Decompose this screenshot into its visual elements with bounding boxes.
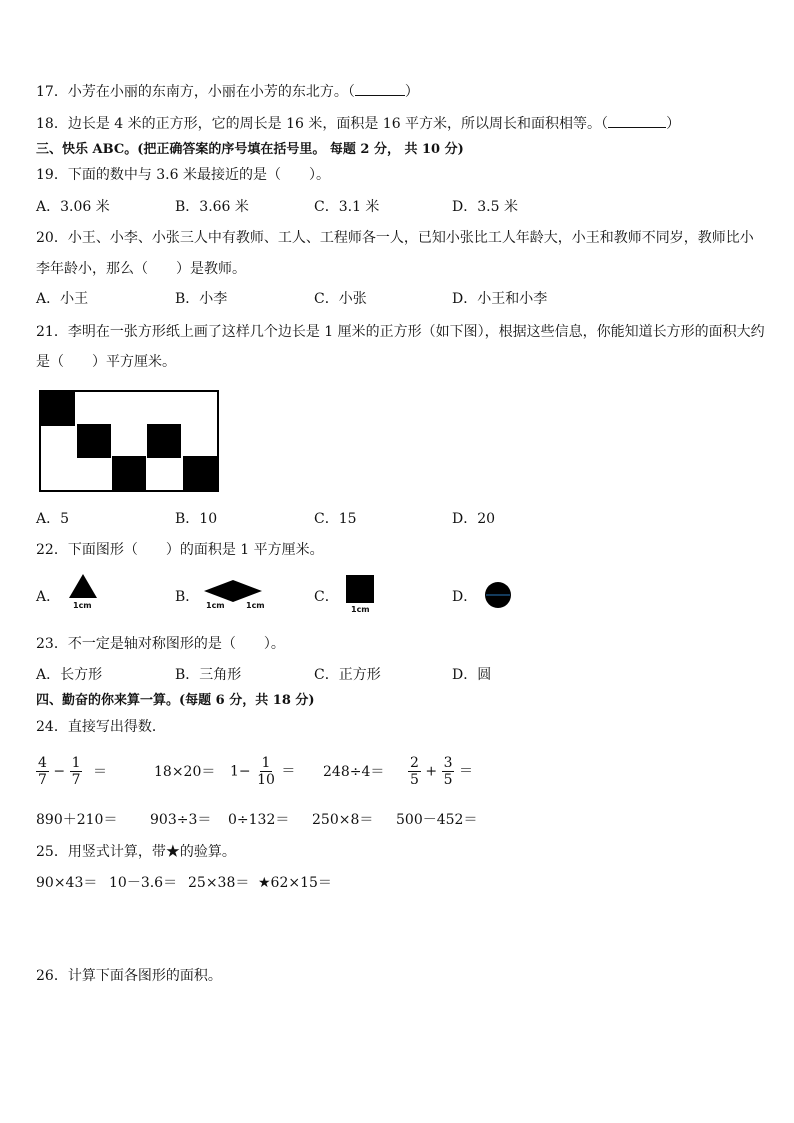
question-21-line1: 21．李明在一张方形纸上画了这样几个边长是 1 厘米的正方形（如下图），根据这些信息，你能知道长方形的面积大约	[36, 324, 765, 340]
option-d[interactable]: D．圆	[452, 667, 492, 683]
circle-icon	[483, 580, 513, 610]
option-c[interactable]: C．15	[314, 511, 357, 527]
option-c[interactable]: C．正方形	[314, 667, 381, 683]
option-d[interactable]: D．3.5 米	[452, 199, 518, 215]
question-20-line2: 李年龄小，那么（ ）是教师。	[36, 261, 246, 277]
expression-one-minus-fraction: 1− $\frac{1}{10}$ ＝	[230, 755, 296, 788]
black-square	[183, 456, 217, 490]
question-25: 25．用竖式计算，带★的验算。	[36, 844, 236, 860]
option-c[interactable]: C．3.1 米	[314, 199, 380, 215]
expression: 248÷4＝	[323, 764, 385, 780]
circle-shape[interactable]	[483, 580, 513, 610]
calc-item: 10－3.6＝	[109, 875, 178, 891]
expression-fraction-add: $\frac{2}{5}$ + $\frac{3}{5}$ ＝	[410, 755, 473, 788]
expression: 18×20＝	[154, 764, 216, 780]
answer-blank[interactable]	[355, 83, 405, 96]
fraction: $\frac{1}{10}$	[257, 755, 275, 788]
question-26: 26．计算下面各图形的面积。	[36, 968, 222, 984]
option-c[interactable]: C．小张	[314, 291, 367, 307]
option-b[interactable]: B．小李	[175, 291, 228, 307]
question-21-line2: 是（ ）平方厘米。	[36, 354, 176, 370]
black-square	[77, 424, 111, 458]
black-square	[41, 392, 75, 426]
option-d[interactable]: D．20	[452, 511, 496, 527]
question-22: 22．下面图形（ ）的面积是 1 平方厘米。	[36, 542, 324, 558]
option-b[interactable]: B．三角形	[175, 667, 242, 683]
fraction: $\frac{1}{7}$	[71, 755, 81, 788]
option-c-label[interactable]: C．	[314, 589, 339, 605]
square-icon	[346, 575, 374, 603]
calc-item: 90×43＝	[36, 875, 98, 891]
fraction: $\frac{2}{5}$	[410, 755, 419, 788]
option-d[interactable]: D．小王和小李	[452, 291, 548, 307]
fraction: $\frac{3}{5}$	[443, 755, 453, 788]
question-19: 19．下面的数中与 3.6 米最接近的是（ ）。	[36, 167, 330, 183]
square-shape[interactable]: 1cm	[346, 575, 376, 615]
black-square	[147, 424, 181, 458]
option-b[interactable]: B．3.66 米	[175, 199, 249, 215]
expression: 890＋210＝	[36, 812, 118, 828]
calc-item-starred: ★62×15＝	[258, 875, 332, 891]
option-a[interactable]: A．长方形	[36, 667, 103, 683]
question-18: 18．边长是 4 米的正方形，它的周长是 16 米，面积是 16 平方米，所以周长和面积相等。（ ）	[36, 116, 681, 132]
fraction: $\frac{4}{7}$	[38, 755, 47, 788]
option-a[interactable]: A．5	[36, 511, 70, 527]
calc-item: 25×38＝	[188, 875, 250, 891]
section-heading-3: 三、快乐 ABC。(把正确答案的序号填在括号里。 每题 2 分， 共 10 分)	[36, 142, 464, 157]
option-a[interactable]: A．小王	[36, 291, 89, 307]
expression-fraction-subtract: $\frac{4}{7}$ − $\frac{1}{7}$ ＝	[38, 755, 107, 788]
question-23: 23．不一定是轴对称图形的是（ ）。	[36, 636, 285, 652]
expression: 0÷132＝	[228, 812, 290, 828]
rhombus-shape[interactable]: 1cm 1cm	[200, 578, 270, 612]
option-a[interactable]: A．3.06 米	[36, 199, 110, 215]
question-17: 17．小芳在小丽的东南方，小丽在小芳的东北方。（ ）	[36, 84, 419, 100]
option-d-label[interactable]: D．	[452, 589, 478, 605]
triangle-icon	[66, 572, 100, 600]
option-a-label[interactable]: A．	[36, 589, 61, 605]
expression: 500－452＝	[396, 812, 478, 828]
section-heading-4: 四、勤奋的你来算一算。(每题 6 分，共 18 分)	[36, 693, 315, 708]
option-b-label[interactable]: B．	[175, 589, 200, 605]
answer-blank[interactable]	[608, 115, 666, 128]
rectangle-grid-figure	[39, 390, 219, 492]
triangle-shape[interactable]: 1cm	[66, 572, 100, 612]
question-24: 24．直接写出得数．	[36, 719, 166, 735]
expression: 250×8＝	[312, 812, 374, 828]
option-b[interactable]: B．10	[175, 511, 218, 527]
expression: 903÷3＝	[150, 812, 212, 828]
question-20-line1: 20．小王、小李、小张三人中有教师、工人、工程师各一人，已知小张比工人年龄大，小王和教师不同岁，教师比小	[36, 230, 754, 246]
black-square	[112, 456, 146, 490]
